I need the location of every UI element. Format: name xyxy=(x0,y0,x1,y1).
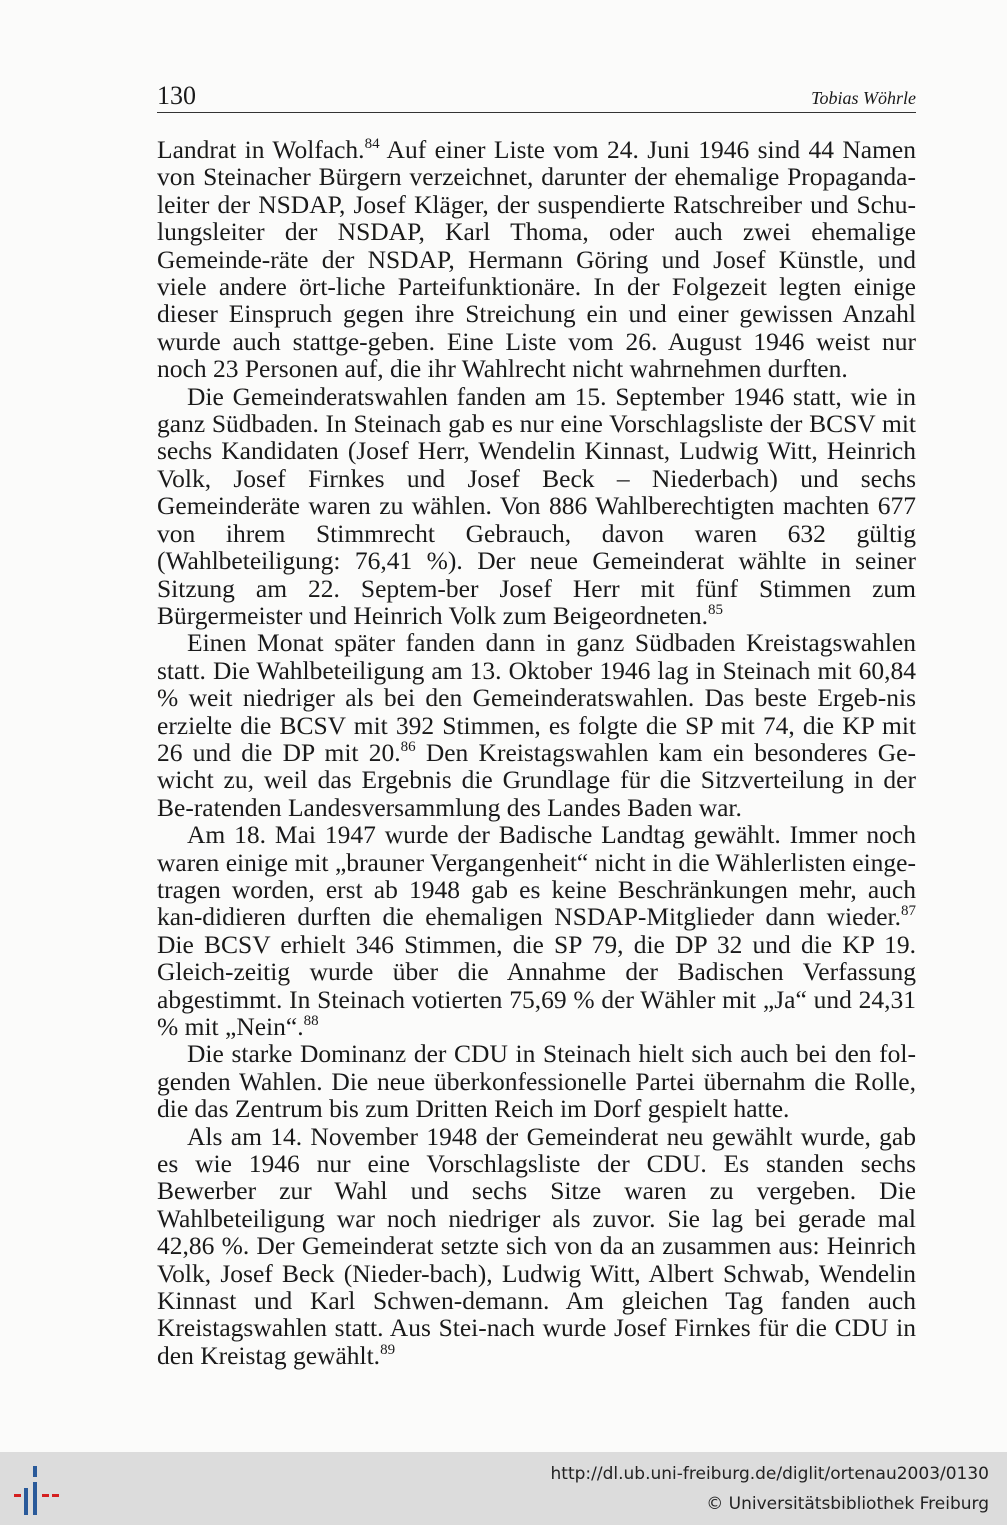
footnote-marker: 89 xyxy=(380,1341,396,1358)
body-text xyxy=(157,136,916,1369)
paragraph-text: Auf einer Liste vom 24. Juni 1946 sind 44 Namen von Steinacher Bürgern verzeichnet, darunter der ehemalige Propaganda-leiter der NSDAP, Josef Kläger, der suspendierte Ratschreiber und Schu-lungsleiter der NSDAP, Karl Thoma, oder auch zwei ehemalige Gemeinde-räte der NSDAP, Hermann Göring und Josef Künstle, und viele andere ört-liche Parteifunktionäre. In der Folgezeit legten einige dieser Einspruch gegen ihre Streichung ein und einer gewissen Anzahl wurde auch stattge-geben. Eine Liste vom 26. August 1946 weist nur noch 23 Personen auf, die ihr Wahlrecht nicht wahrnehmen durften. xyxy=(157,135,916,384)
document-url-link[interactable]: http://dl.ub.uni-freiburg.de/diglit/ortenau2003/0130 xyxy=(550,1464,989,1484)
paragraph-text: Als am 14. November 1948 der Gemeinderat neu gewählt wurde, gab es wie 1946 nur eine Vorschlagsliste der CDU. Es standen sechs Bewerber zur Wahl und sechs Sitze waren zu vergeben. Die Wahlbeteiligung war noch niedriger als zuvor. Sie lag bei gerade mal 42,86 %. Der Gemeinderat setzte sich von da an zusammen aus: Heinrich Volk, Josef Beck (Nieder-bach), Ludwig Witt, Albert Schwab, Wendelin Kinnast und Karl Schwen-demann. Am gleichen Tag fanden auch Kreistagswahlen statt. Aus Stei-nach wurde Josef Firnkes für die CDU in den Kreistag gewählt. xyxy=(157,1121,916,1370)
paragraph-text: Landrat in Wolfach. xyxy=(157,135,365,164)
paragraph-text: Einen Monat später fanden dann in ganz Südbaden Kreistagswahlen statt. Die Wahlbeteiligung am 13. Oktober 1946 lag in Steinach mit 60,84 % weit niedriger als bei den Gemeinderatswahlen. Das beste Ergeb-nis erzielte die BCSV mit 392 Stimmen, es folgte die SP mit 74, die KP mit 26 und die DP mit 20. xyxy=(157,628,916,767)
copyright-notice: © Universitätsbibliothek Freiburg xyxy=(706,1494,989,1514)
paragraph-text: Am 18. Mai 1947 wurde der Badische Landtag gewählt. Immer noch waren einige mit „brauner Vergangenheit“ nicht in die Wählerlisten einge-tragen worden, erst ab 1948 gab es keine Beschränkungen mehr, auch kan-didieren durften die ehemaligen NSDAP-Mitglieder dann wieder. xyxy=(157,820,916,932)
footnote-marker: 87 xyxy=(901,903,916,920)
paragraph xyxy=(157,629,916,821)
ub-freiburg-logo-icon xyxy=(12,1462,64,1518)
paragraph xyxy=(157,383,916,630)
running-head-author: Tobias Wöhrle xyxy=(811,88,916,108)
paragraph xyxy=(157,136,916,383)
paragraph xyxy=(157,821,916,1040)
footnote-marker: 88 xyxy=(303,1013,319,1029)
footnote-marker: 85 xyxy=(707,601,723,618)
page-number: 130 xyxy=(157,81,196,110)
footnote-marker: 84 xyxy=(364,136,380,152)
paragraph-text: Die starke Dominanz der CDU in Steinach hielt sich auch bei den fol-genden Wahlen. Die neue überkonfessionelle Partei übernahm die Rolle, die das Zentrum bis zum Dritten Reich im Dorf gespielt hatte. xyxy=(157,1039,916,1124)
paragraph xyxy=(157,1040,916,1122)
page-header xyxy=(157,80,916,113)
paragraph xyxy=(157,1123,916,1370)
paragraph-text: Die BCSV erhielt 346 Stimmen, die SP 79, die DP 32 und die KP 19. Gleich-zeitig wurde über die Annahme der Badischen Verfassung abgestimmt. In Steinach votierten 75,69 % der Wähler mit „Ja“ und 24,31 % mit „Nein“. xyxy=(157,929,916,1041)
viewer-footer xyxy=(0,1452,1007,1525)
paragraph-text: Den Kreistagswahlen kam ein besonderes Ge-wicht zu, weil das Ergebnis die Grundlage für die Sitzverteilung in der Be-ratenden Landesversammlung des Landes Baden war. xyxy=(157,737,916,822)
paragraph-text: Die Gemeinderatswahlen fanden am 15. September 1946 statt, wie in ganz Südbaden. In Steinach gab es nur eine Vorschlagsliste der BCSV mit sechs Kandidaten (Josef Herr, Wendelin Kinnast, Ludwig Witt, Heinrich Volk, Josef Firnkes und Josef Beck – Niederbach) und sechs Gemeinderäte waren zu wählen. Von 886 Wahlberechtigten machten 677 von ihrem Stimmrecht Gebrauch, davon waren 632 gültig (Wahlbeteiligung: 76,41 %). Der neue Gemeinderat wählte in seiner Sitzung am 22. Septem-ber Josef Herr mit fünf Stimmen zum Bürgermeister und Heinrich Volk zum Beigeordneten. xyxy=(157,381,916,630)
footnote-marker: 86 xyxy=(400,738,416,755)
